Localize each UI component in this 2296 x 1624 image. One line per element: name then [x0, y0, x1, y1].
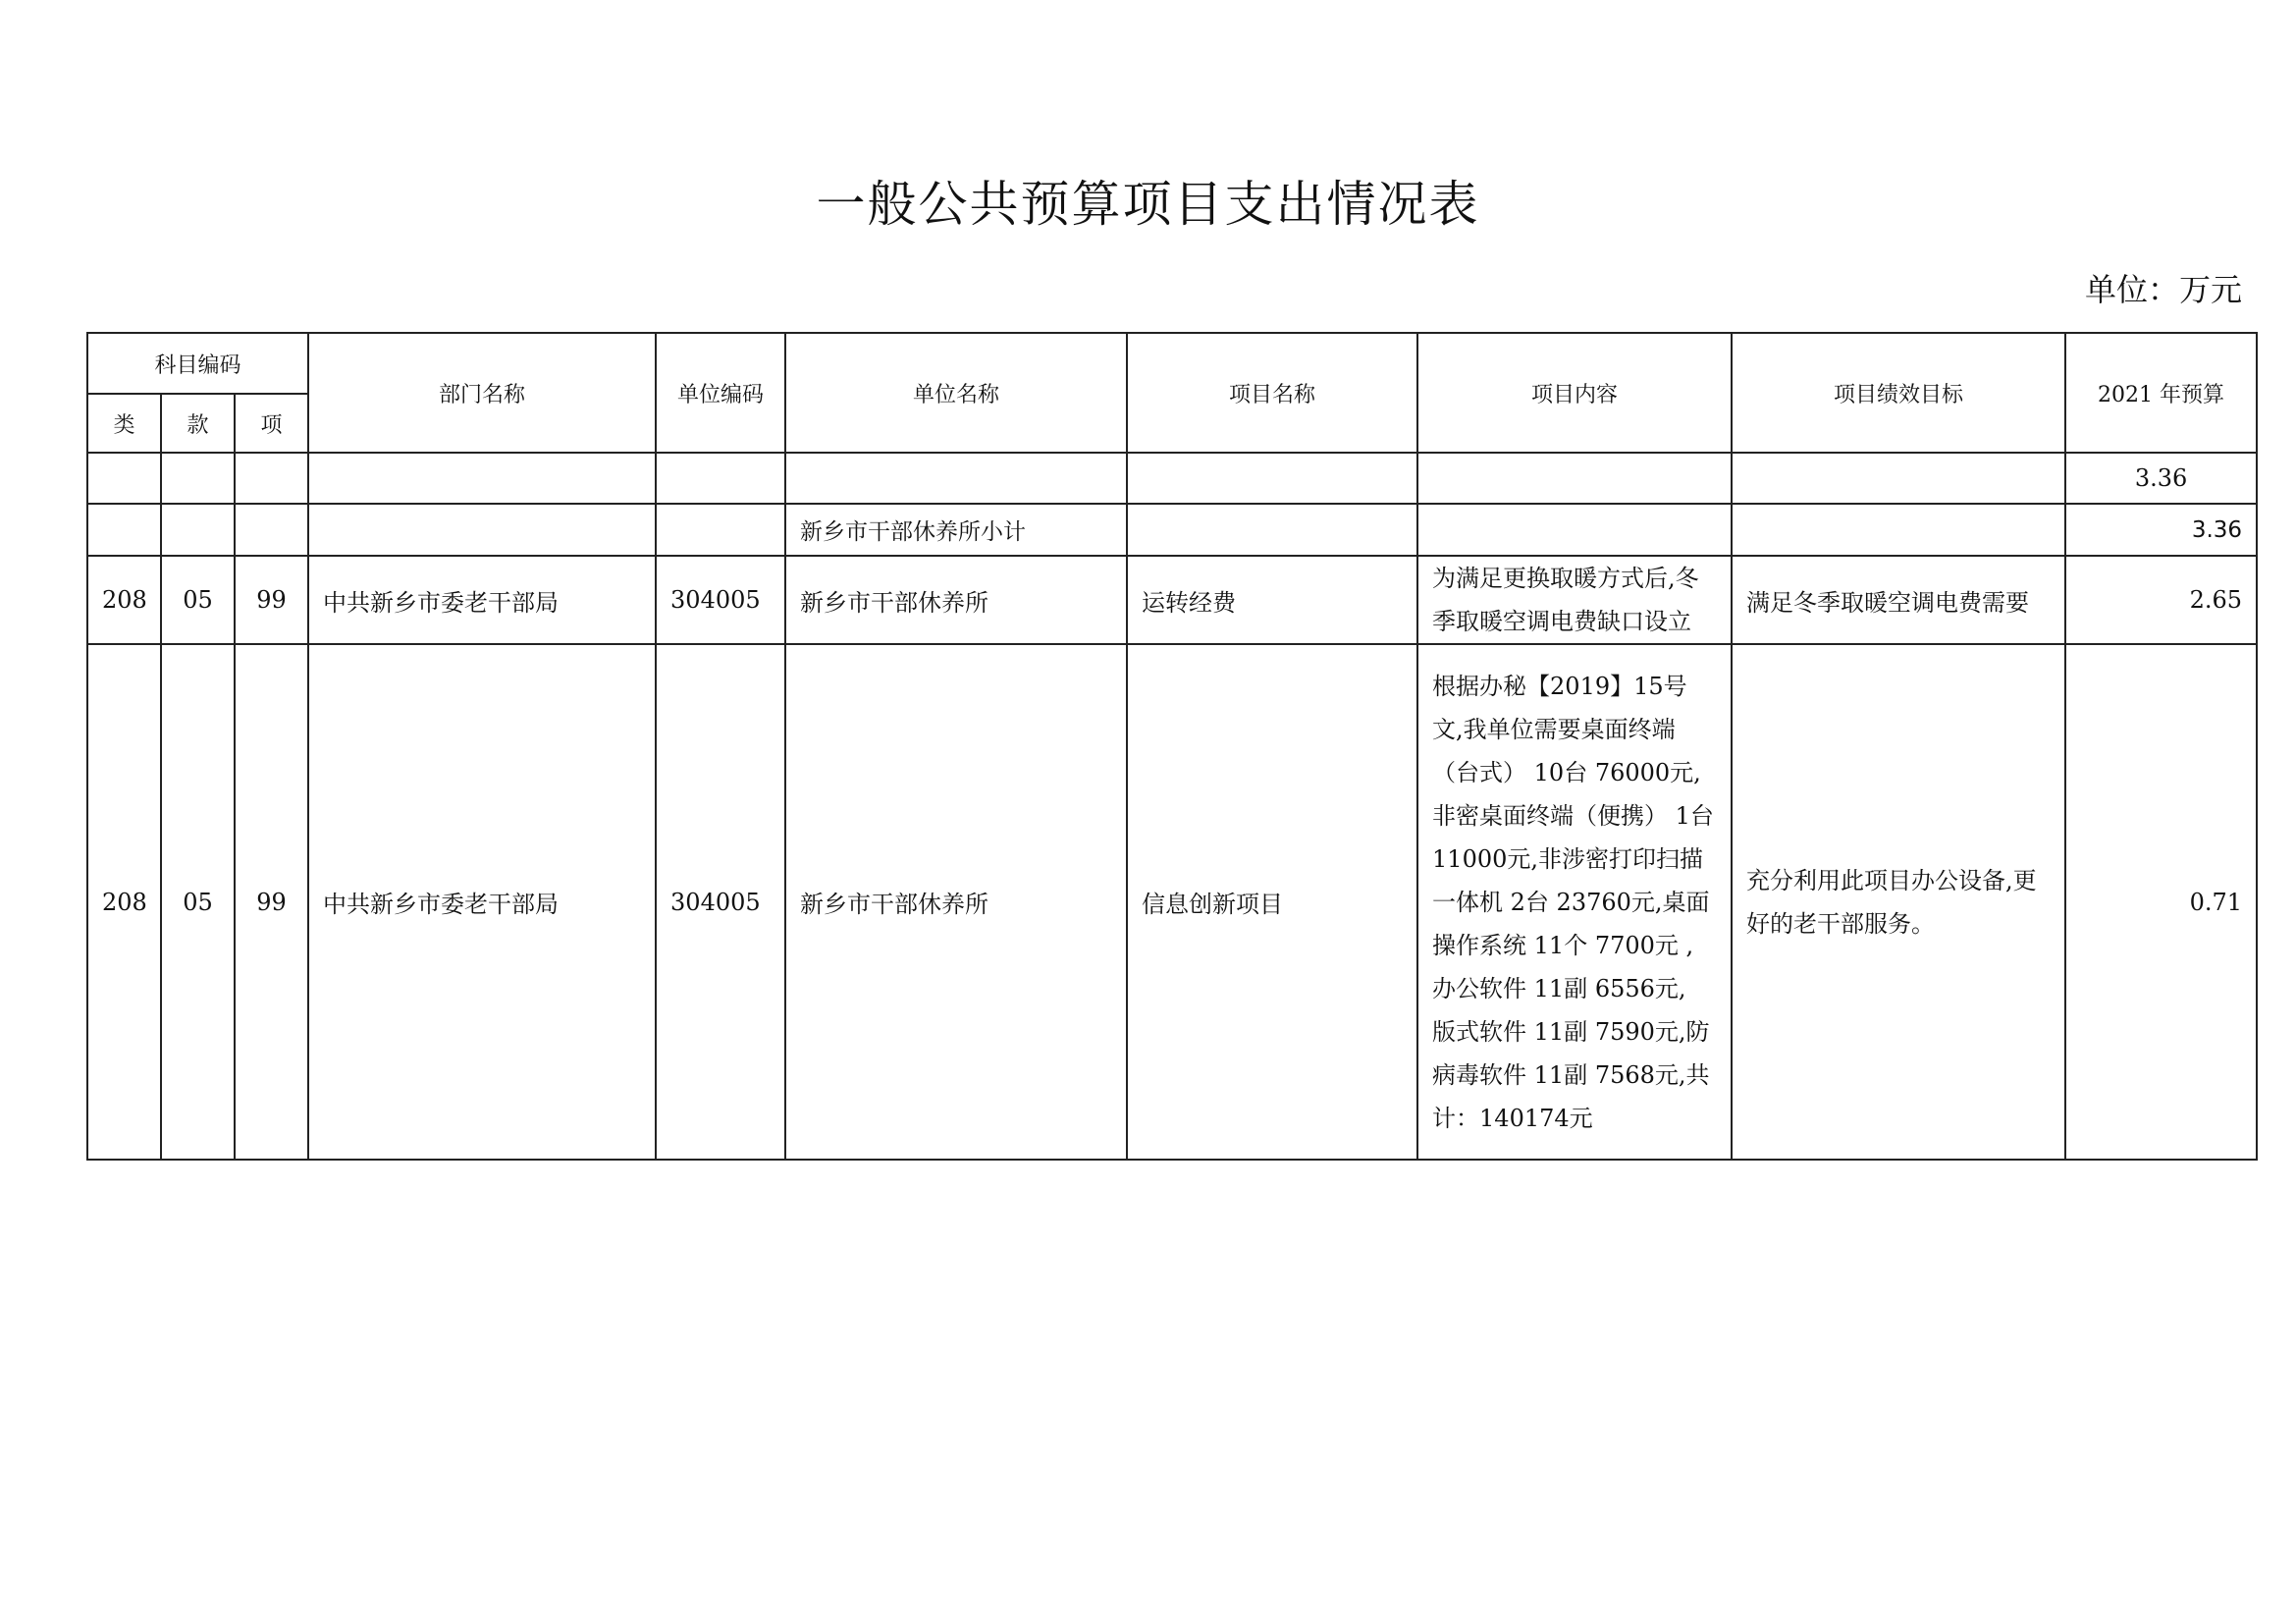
header-project-content: 项目内容	[1417, 333, 1732, 453]
cell-xiang: 99	[235, 556, 308, 644]
header-row-1	[87, 333, 2257, 394]
cell-budget: 3.36	[2065, 504, 2257, 556]
cell-project: 运转经费	[1127, 556, 1417, 644]
cell-unit-code: 304005	[656, 644, 785, 1160]
cell-kuan	[161, 453, 235, 504]
cell-dept: 中共新乡市委老干部局	[308, 644, 656, 1160]
cell-lei: 208	[87, 556, 161, 644]
cell-lei	[87, 453, 161, 504]
cell-project	[1127, 453, 1417, 504]
cell-budget: 0.71	[2065, 644, 2257, 1160]
cell-xiang: 99	[235, 644, 308, 1160]
header-dept-name: 部门名称	[308, 333, 656, 453]
cell-unit-name	[785, 453, 1127, 504]
table-row	[87, 453, 2257, 504]
table-row	[87, 644, 2257, 1160]
header-lei: 类	[87, 394, 161, 453]
cell-unit-name: 新乡市干部休养所小计	[785, 504, 1127, 556]
cell-unit-code	[656, 504, 785, 556]
header-xiang: 项	[235, 394, 308, 453]
header-kuan: 款	[161, 394, 235, 453]
header-project-name: 项目名称	[1127, 333, 1417, 453]
cell-unit-name: 新乡市干部休养所	[785, 556, 1127, 644]
table-row-subtotal	[87, 504, 2257, 556]
cell-content	[1417, 504, 1732, 556]
cell-xiang	[235, 504, 308, 556]
cell-goal	[1732, 504, 2065, 556]
header-subject-code: 科目编码	[87, 333, 308, 394]
cell-dept: 中共新乡市委老干部局	[308, 556, 656, 644]
cell-kuan	[161, 504, 235, 556]
cell-project: 信息创新项目	[1127, 644, 1417, 1160]
cell-unit-code: 304005	[656, 556, 785, 644]
cell-kuan: 05	[161, 556, 235, 644]
cell-content: 根据办秘【2019】15号文,我单位需要桌面终端（台式） 10台 76000元,非密桌面终端（便携） 1台 11000元,非涉密打印扫描一体机 2台 23760元,桌面操作系统 11个 7700元 , 办公软件 11副 6556元, 版式软件 11副 7590元,防病毒软件 11副 7568元,共计：140174元	[1417, 644, 1732, 1160]
cell-budget: 3.36	[2065, 453, 2257, 504]
cell-project	[1127, 504, 1417, 556]
table-row	[87, 556, 2257, 644]
cell-kuan: 05	[161, 644, 235, 1160]
cell-lei: 208	[87, 644, 161, 1160]
cell-dept	[308, 453, 656, 504]
cell-lei	[87, 504, 161, 556]
cell-unit-code	[656, 453, 785, 504]
cell-budget: 2.65	[2065, 556, 2257, 644]
budget-table	[86, 332, 2258, 1161]
header-unit-name: 单位名称	[785, 333, 1127, 453]
unit-label: 单位：万元	[2084, 271, 2242, 308]
cell-goal: 满足冬季取暖空调电费需要	[1732, 556, 2065, 644]
cell-xiang	[235, 453, 308, 504]
cell-goal	[1732, 453, 2065, 504]
cell-unit-name: 新乡市干部休养所	[785, 644, 1127, 1160]
cell-goal: 充分利用此项目办公设备,更好的老干部服务。	[1732, 644, 2065, 1160]
cell-dept	[308, 504, 656, 556]
header-budget-2021: 2021 年预算	[2065, 333, 2257, 453]
cell-content	[1417, 453, 1732, 504]
cell-content: 为满足更换取暖方式后,冬季取暖空调电费缺口设立	[1417, 556, 1732, 644]
header-unit-code: 单位编码	[656, 333, 785, 453]
header-perf-goal: 项目绩效目标	[1732, 333, 2065, 453]
page-title: 一般公共预算项目支出情况表	[816, 176, 1480, 233]
